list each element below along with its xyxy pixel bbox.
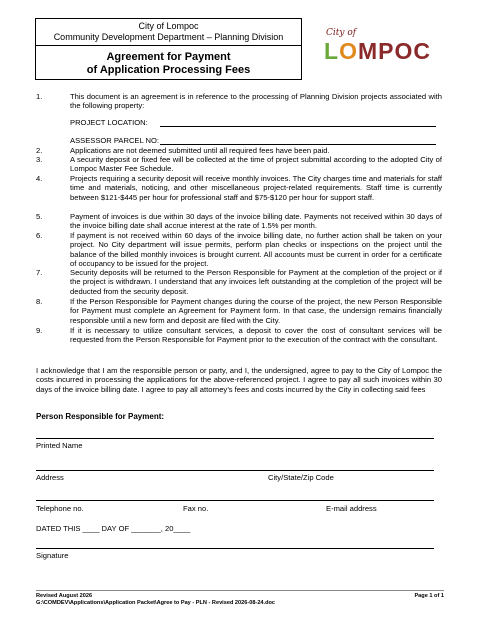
document-title-line2: of Application Processing Fees	[86, 64, 251, 76]
item-text: If payment is not received within 60 days of the invoice billing date, no further action shall be taken on your project. No City department will issue permits, perform plan checks or inspections on the project until the balance of the billed monthly invoices is brought current. All accounts must be current in order for a certificate of occupancy to be issued for the project.	[70, 231, 442, 269]
item-number: 4.	[36, 174, 43, 183]
footer-divider	[36, 590, 444, 591]
email-label: E-mail address	[326, 504, 377, 513]
item-text: If the Person Responsible for Payment changes during the course of the project, the new Person Responsible for Payment must complete an Agreement for Payment form. In that case, the undersign remains financially responsible until a new form and deposit are filed with the City.	[70, 297, 442, 325]
header-box	[35, 18, 302, 80]
item-number: 3.	[36, 155, 43, 164]
document-title-line1: Agreement for Payment	[106, 51, 231, 63]
item-text: Projects requiring a security deposit will receive monthly invoices. The City charges time and materials for staff time and materials, noticing, and other miscellaneous project-related requirements. Staff time is currently between $121-$445 per hour for professional staff and $75-$120 per hour for support staff.	[70, 174, 442, 202]
logo-city-word: City of	[326, 28, 357, 38]
assessor-parcel-label: ASSESSOR PARCEL NO:	[70, 136, 160, 145]
footer-path: G:\COMDEV\Applications\Application Packet\Agree to Pay - PLN - Revised 2026-08-24.doc	[36, 600, 276, 606]
item-text: Security deposits will be returned to the Person Responsible for Payment at the completion of the project or if the project is withdrawn. I understand that any invoices left outstanding at the completion of the project will be deducted from the security deposit.	[70, 268, 442, 296]
item-text: This document is an agreement is in reference to the processing of Planning Division projects associated with the following property:	[70, 92, 442, 111]
printed-name-label: Printed Name	[36, 441, 83, 450]
acknowledgement-paragraph: I acknowledge that I am the responsible person or party, and I, the undersigned, agree to pay to the City of Lompoc the costs incurred in processing the applications for the above-referenced project. I agree to pay all such invoices within 30 days of the invoice billing date. I agree to pay all attorney’s fees and costs incurred by the City in collecting said fees	[36, 366, 442, 394]
logo-wordmark: LOMPOC	[324, 38, 431, 64]
item-number: 1.	[36, 92, 43, 101]
header-divider	[36, 45, 301, 46]
telephone-label: Telephone no.	[36, 504, 84, 513]
header-city: City of Lompoc	[138, 21, 199, 31]
printed-name-line[interactable]	[36, 438, 434, 439]
item-number: 8.	[36, 297, 43, 306]
item-number: 7.	[36, 268, 43, 277]
assessor-parcel-line[interactable]	[160, 144, 436, 145]
dated-line[interactable]: DATED THIS ____ DAY OF _______, 20____	[36, 524, 191, 533]
item-text: A security deposit or fixed fee will be collected at the time of project submittal according to the adopted City of Lompoc Master Fee Schedule.	[70, 155, 442, 174]
item-text: If it is necessary to utilize consultant services, a deposit to cover the cost of consultant services will be requested from the Person Responsible for Payment prior to the execution of the contract with the consultant.	[70, 326, 442, 345]
item-number: 9.	[36, 326, 43, 335]
address-label: Address	[36, 473, 64, 482]
city-logo	[322, 24, 442, 76]
address-line[interactable]	[36, 470, 434, 471]
project-location-label: PROJECT LOCATION:	[70, 118, 148, 127]
footer-revised: Revised August 2026	[36, 593, 93, 599]
footer-page: Page 1 of 1	[414, 593, 444, 599]
fax-label: Fax no.	[183, 504, 209, 513]
item-number: 5.	[36, 212, 43, 221]
contact-line[interactable]	[36, 500, 434, 501]
item-text: Payment of invoices is due within 30 days of the invoice billing date. Payments not received within 30 days of the invoice billing date shall accrue interest at the rate of 1.5% per month.	[70, 212, 442, 231]
header-department: Community Development Department – Planning Division	[53, 32, 284, 42]
signature-line[interactable]	[36, 548, 434, 549]
item-number: 2.	[36, 146, 43, 155]
item-text: Applications are not deemed submitted until all required fees have been paid.	[70, 146, 330, 155]
signature-label: Signature	[36, 551, 69, 560]
project-location-line[interactable]	[160, 126, 436, 127]
responsible-heading: Person Responsible for Payment:	[36, 412, 165, 421]
city-state-zip-label: City/State/Zip Code	[268, 473, 334, 482]
item-number: 6.	[36, 231, 43, 240]
